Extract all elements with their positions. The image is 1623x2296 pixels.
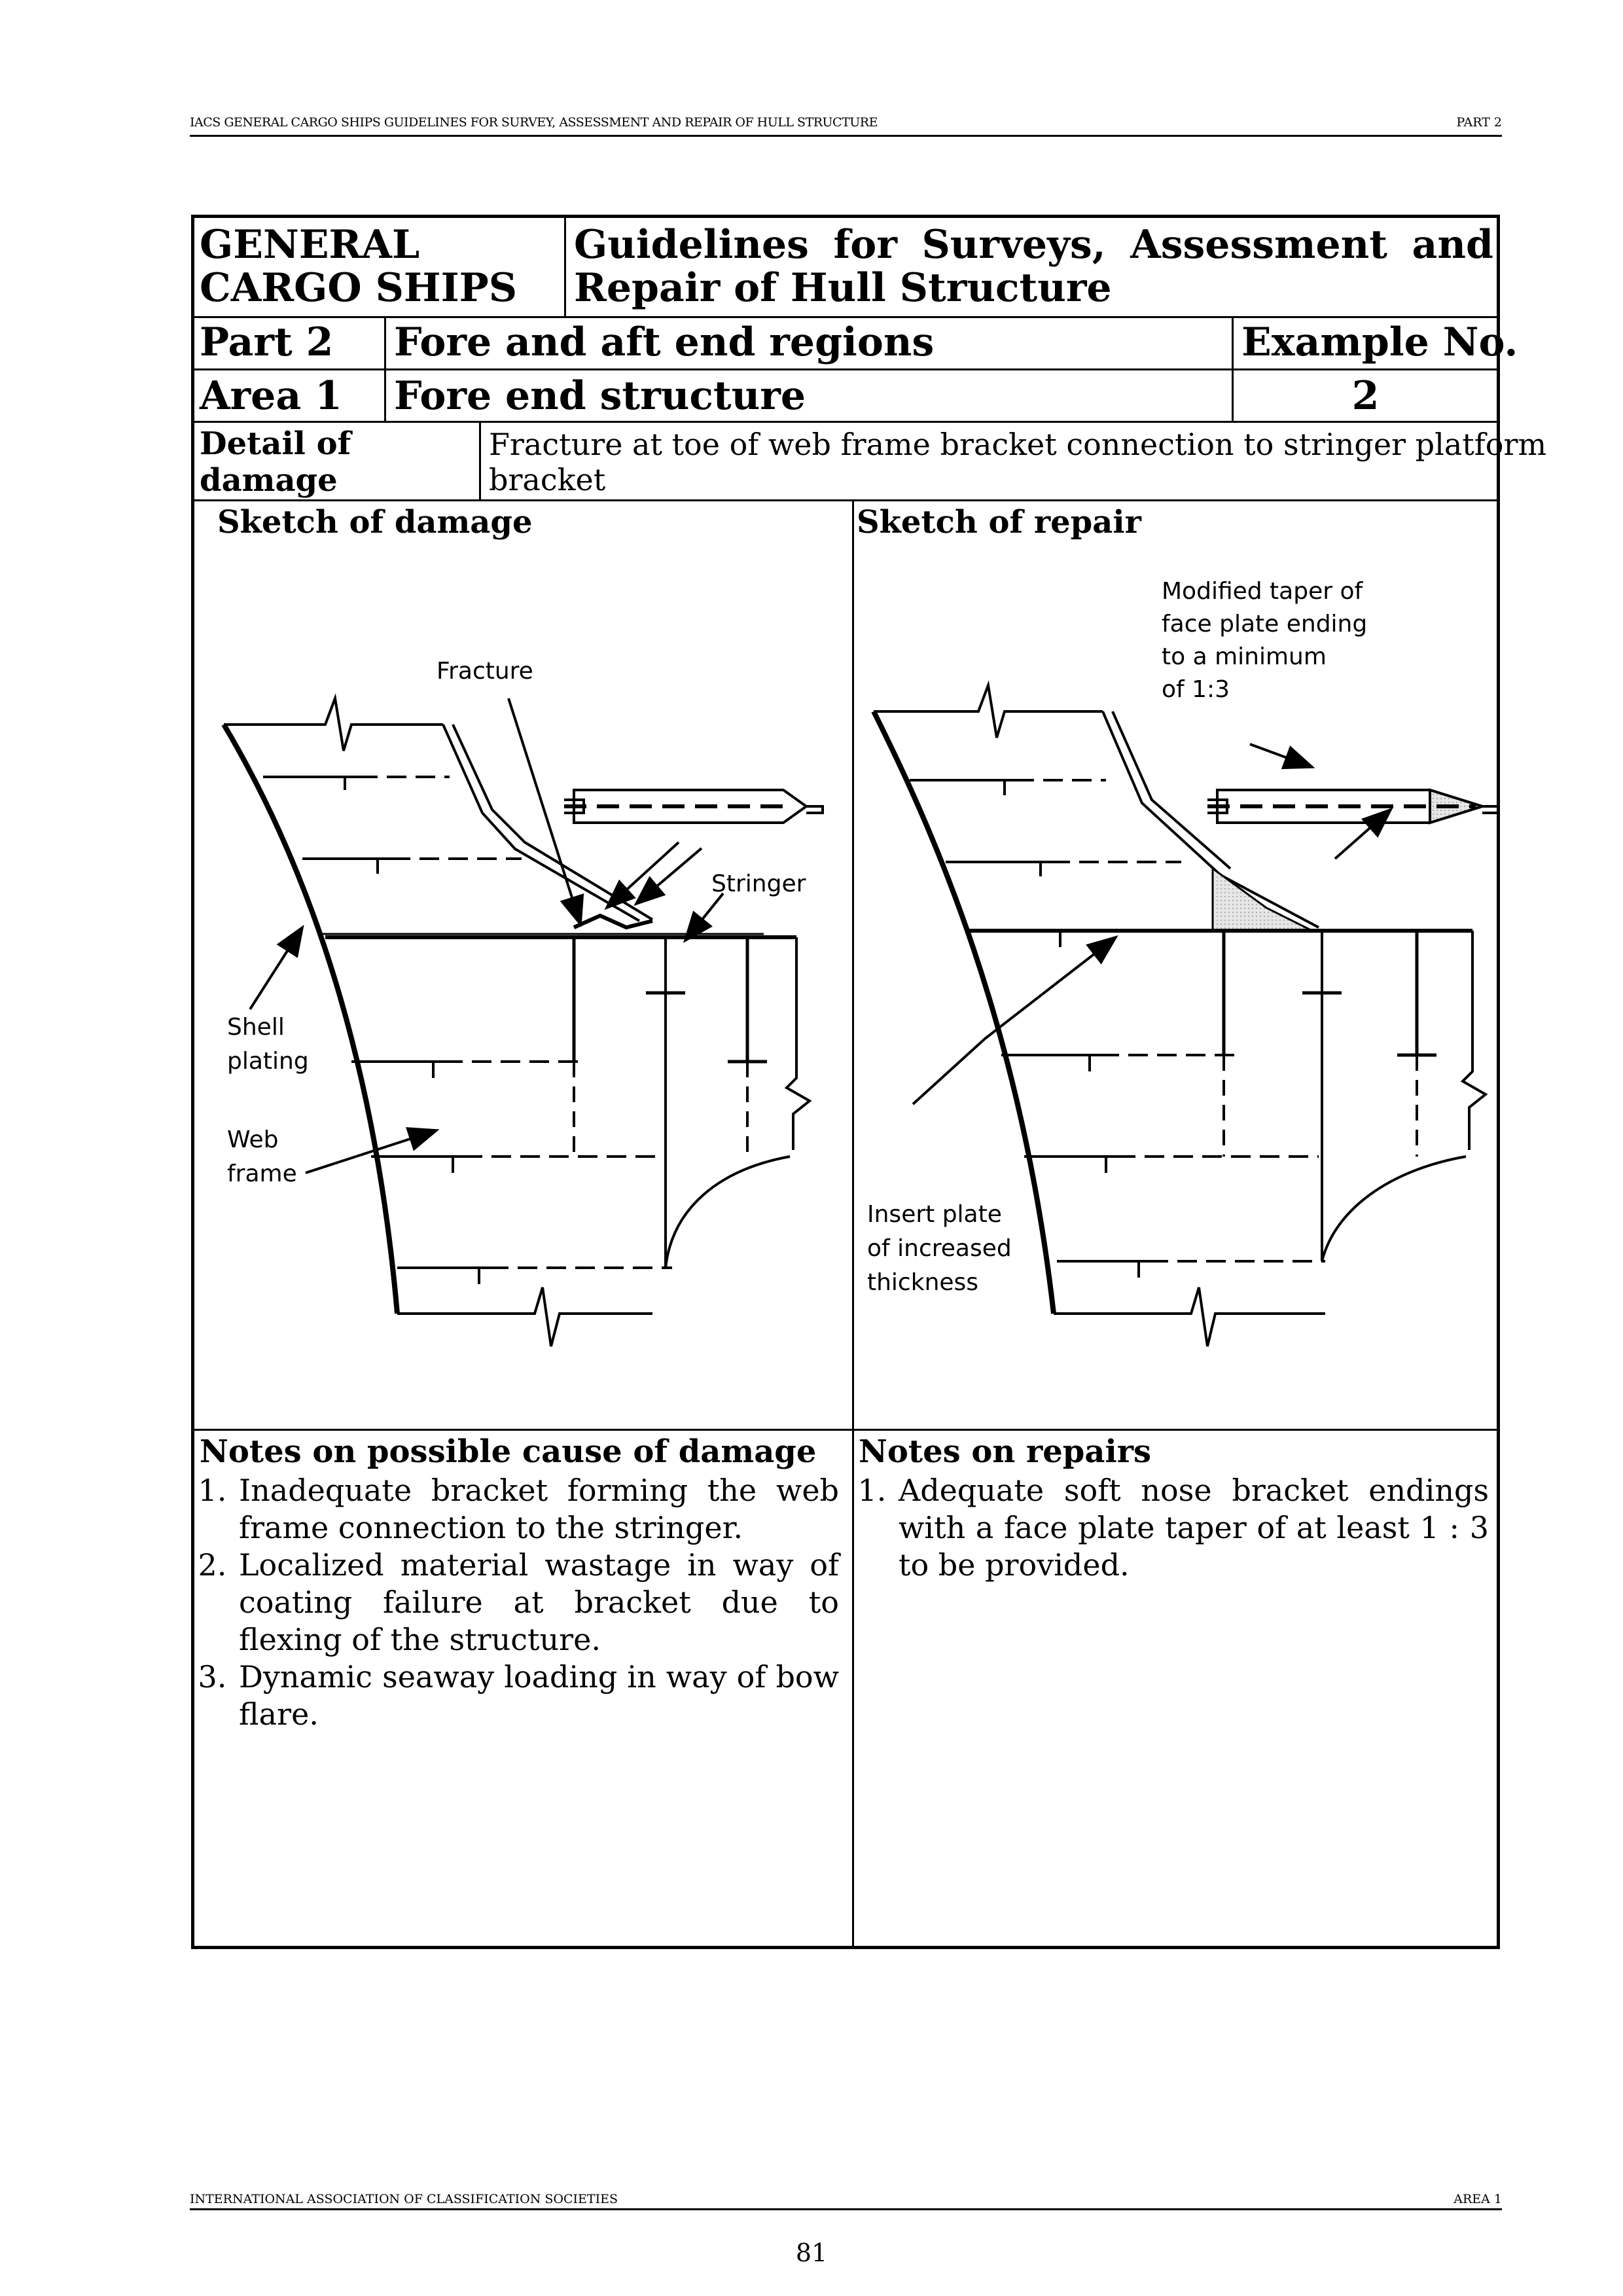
col-divider	[564, 218, 566, 316]
notes-cause-list	[194, 1472, 839, 1733]
sketch-damage-title: Sketch of damage	[217, 504, 533, 541]
notes-repair-title: Notes on repairs	[859, 1433, 1151, 1470]
row-divider	[194, 499, 1497, 501]
insert-label-line1: Insert plate	[867, 1201, 1002, 1228]
notes-repair-item: 1. Adequate soft nose bracket endings with a face plate taper of at least 1 : 3 to be provided.	[896, 1472, 1489, 1584]
guidelines-title-line1: Guidelines for Surveys, Assessment and	[574, 222, 1493, 268]
footer-area: AREA 1	[1454, 2192, 1502, 2206]
taper-label-line3: to a minimum	[1162, 643, 1327, 670]
ship-type-line2: CARGO SHIPS	[200, 265, 518, 311]
notes-cause-item: 1. Inadequate bracket forming the web frame connection to the stringer.	[236, 1472, 839, 1547]
detail-text-line2: bracket	[489, 462, 606, 497]
area-label: Area 1	[200, 373, 342, 419]
notes-cause-title: Notes on possible cause of damage	[200, 1433, 817, 1470]
row-divider	[194, 421, 1497, 423]
web-label-line2: frame	[227, 1160, 297, 1187]
damage-sketch	[194, 502, 852, 1427]
example-number: 2	[1351, 373, 1380, 419]
insert-label-line3: thickness	[867, 1269, 979, 1296]
area-title: Fore end structure	[394, 373, 806, 419]
footer-organization: INTERNATIONAL ASSOCIATION OF CLASSIFICATION SOCIETIES	[190, 2192, 618, 2206]
sketch-repair-title: Sketch of repair	[857, 504, 1141, 541]
taper-label-line1: Modified taper of	[1162, 578, 1363, 605]
header-rule	[190, 135, 1502, 137]
web-label-line1: Web	[227, 1126, 279, 1153]
example-sheet	[191, 215, 1547, 1949]
shell-label-line2: plating	[227, 1048, 309, 1075]
row-divider	[194, 1429, 1497, 1431]
footer-rule	[190, 2208, 1502, 2210]
notes-repair-list	[854, 1472, 1489, 1584]
ship-type-line1: GENERAL	[200, 222, 420, 268]
detail-label-line2: damage	[200, 462, 338, 499]
guidelines-title-line2: Repair of Hull Structure	[574, 265, 1112, 311]
insert-label-line2: of increased	[867, 1235, 1012, 1262]
detail-text-line1: Fracture at toe of web frame bracket connection to stringer platform	[489, 427, 1547, 462]
part-label: Part 2	[200, 319, 334, 365]
shell-label-line1: Shell	[227, 1014, 285, 1041]
row-divider	[194, 316, 1497, 318]
taper-label-line4: of 1:3	[1162, 676, 1230, 703]
detail-label-line1: Detail of	[200, 425, 351, 462]
row-divider	[194, 368, 1497, 370]
running-header-title: IACS GENERAL CARGO SHIPS GUIDELINES FOR SURVEY, ASSESSMENT AND REPAIR OF HULL STRUCTURE	[190, 115, 878, 130]
col-divider	[479, 421, 481, 499]
repair-sketch	[854, 502, 1499, 1427]
notes-cause-item: 2. Localized material wastage in way of coating failure at bracket due to flexing of the structure.	[236, 1547, 839, 1659]
part-title: Fore and aft end regions	[394, 319, 935, 365]
col-divider	[384, 316, 386, 421]
fracture-label: Fracture	[437, 658, 533, 685]
notes-cause-item: 3. Dynamic seaway loading in way of bow flare.	[236, 1659, 839, 1733]
page-number: 81	[795, 2238, 828, 2267]
stringer-label: Stringer	[711, 870, 806, 897]
example-label: Example No.	[1241, 319, 1518, 365]
running-header-part: PART 2	[1456, 115, 1502, 130]
taper-label-line2: face plate ending	[1162, 611, 1368, 637]
